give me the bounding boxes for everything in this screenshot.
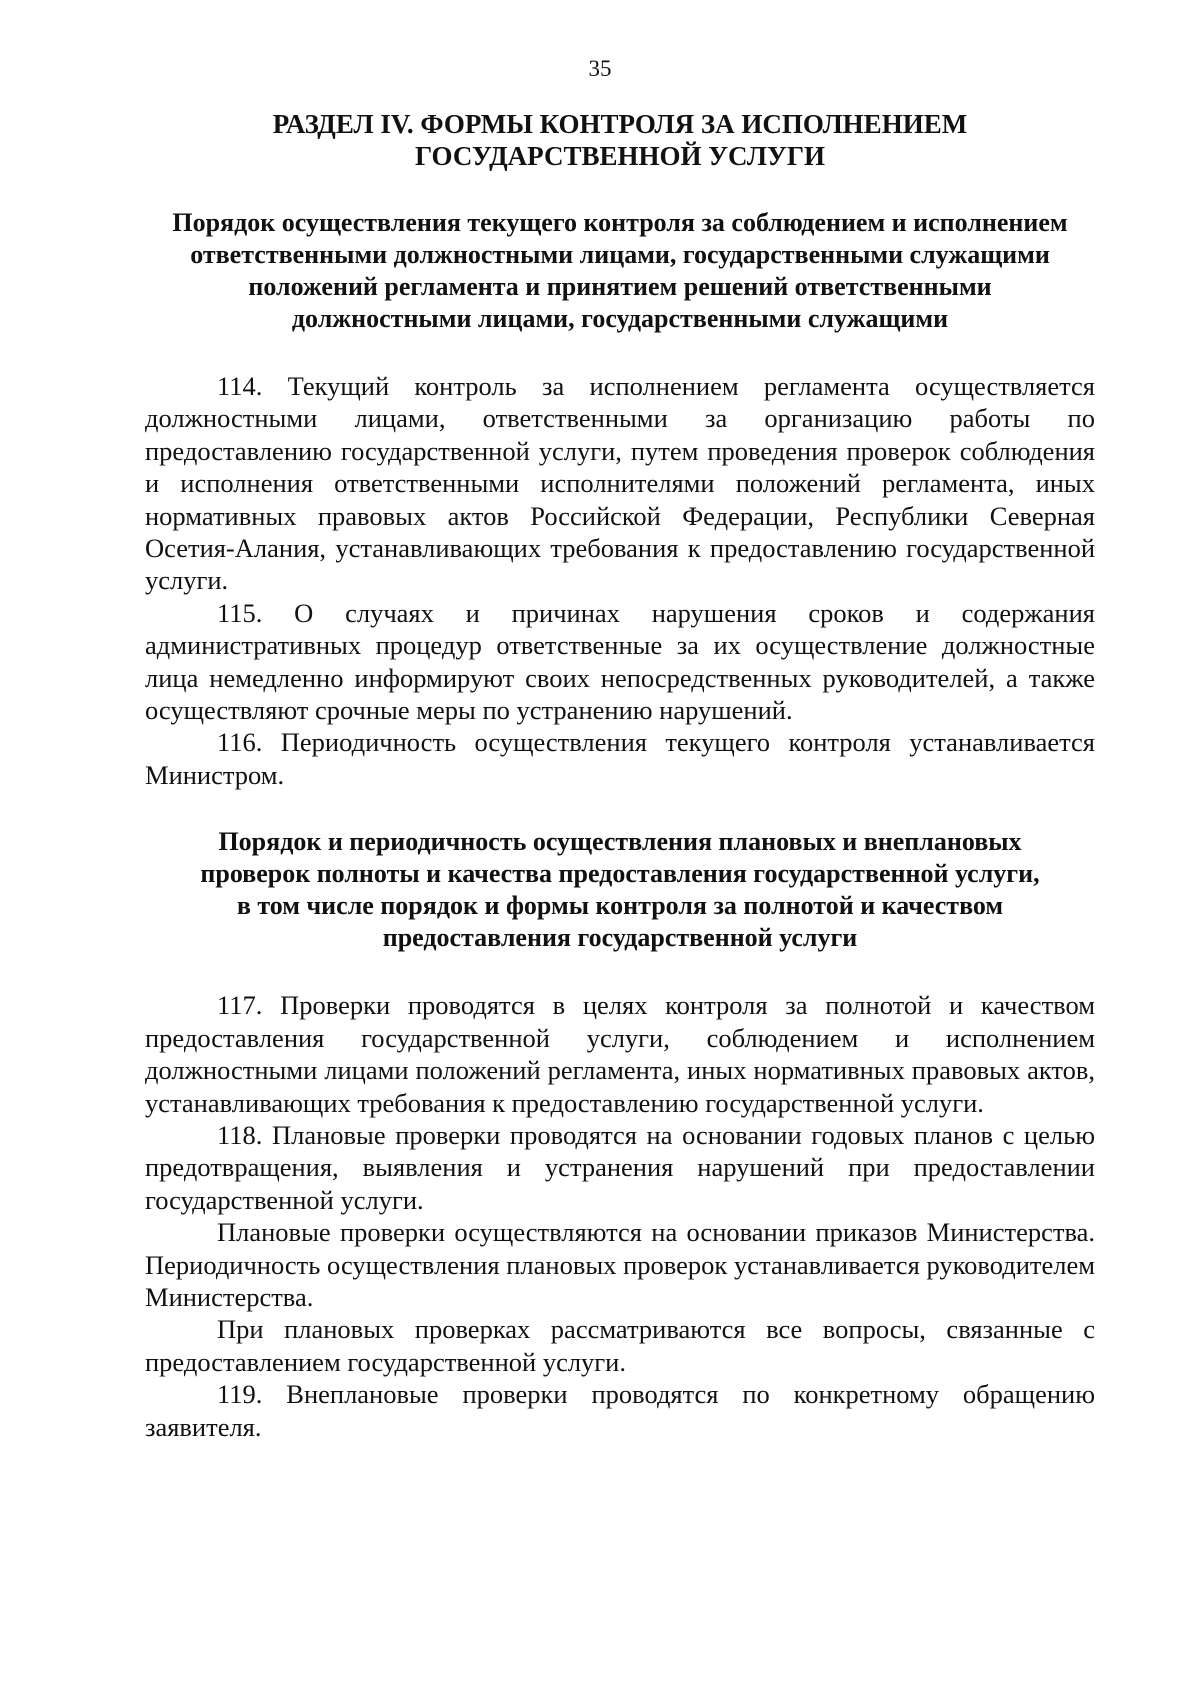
paragraph-group-current-control	[145, 370, 1095, 791]
page-content	[145, 108, 1095, 1443]
paragraph-115: 115. О случаях и причинах нарушения сроков и содержания административных процедур ответственные за их осуществление должностные лица немедленно информируют своих непосредственных руководителей, а также осуществляют срочные меры по устранению нарушений.	[145, 597, 1095, 726]
paragraph-119: 119. Внеплановые проверки проводятся по конкретному обращению заявителя.	[145, 1379, 1095, 1442]
subheading-current-control: Порядок осуществления текущего контроля за соблюдением и исполнением ответственными должностными лицами, государственными служащими положений регламента и принятием решений ответственными должностными лицами, государственными служащими	[172, 208, 1068, 333]
section-title: РАЗДЕЛ IV. ФОРМЫ КОНТРОЛЯ ЗА ИСПОЛНЕНИЕМ ГОСУДАРСТВЕННОЙ УСЛУГИ	[272, 109, 968, 171]
paragraph-group-inspections	[145, 989, 1095, 1443]
subheading-inspections: Порядок и периодичность осуществления плановых и внеплановых проверок полноты и качества предоставления государственной услуги, в том числе порядок и формы контроля за полнотой и качеством предоставления государственной услуги	[200, 827, 1040, 953]
paragraph-planned-scope: При плановых проверках рассматриваются все вопросы, связанные с предоставлением государственной услуги.	[145, 1314, 1095, 1377]
paragraph-114: 114. Текущий контроль за исполнением регламента осуществляется должностными лицами, ответственными за организацию работы по предоставлению государственной услуги, путем проведения проверок соблюдения и исполнения ответственными исполнителями положений регламента, иных нормативных правовых актов Российской Федерации, Республики Северная Осетия-Алания, устанавливающих требования к предоставлению государственной услуги.	[145, 371, 1095, 596]
paragraph-116: 116. Периодичность осуществления текущего контроля устанавливается Министром.	[145, 727, 1095, 790]
paragraph-planned-inspections: Плановые проверки осуществляются на основании приказов Министерства. Периодичность осуществления плановых проверок устанавливается руководителем Министерства.	[145, 1217, 1095, 1312]
paragraph-118: 118. Плановые проверки проводятся на основании годовых планов с целью предотвращения, выявления и устранения нарушений при предоставлении государственной услуги.	[145, 1119, 1095, 1215]
paragraph-117: 117. Проверки проводятся в целях контроля за полнотой и качеством предоставления государственной услуги, соблюдением и исполнением должностными лицами положений регламента, иных нормативных правовых актов, устанавливающих требования к предоставлению государственной услуги.	[145, 990, 1095, 1118]
page-number: 35	[588, 56, 612, 81]
